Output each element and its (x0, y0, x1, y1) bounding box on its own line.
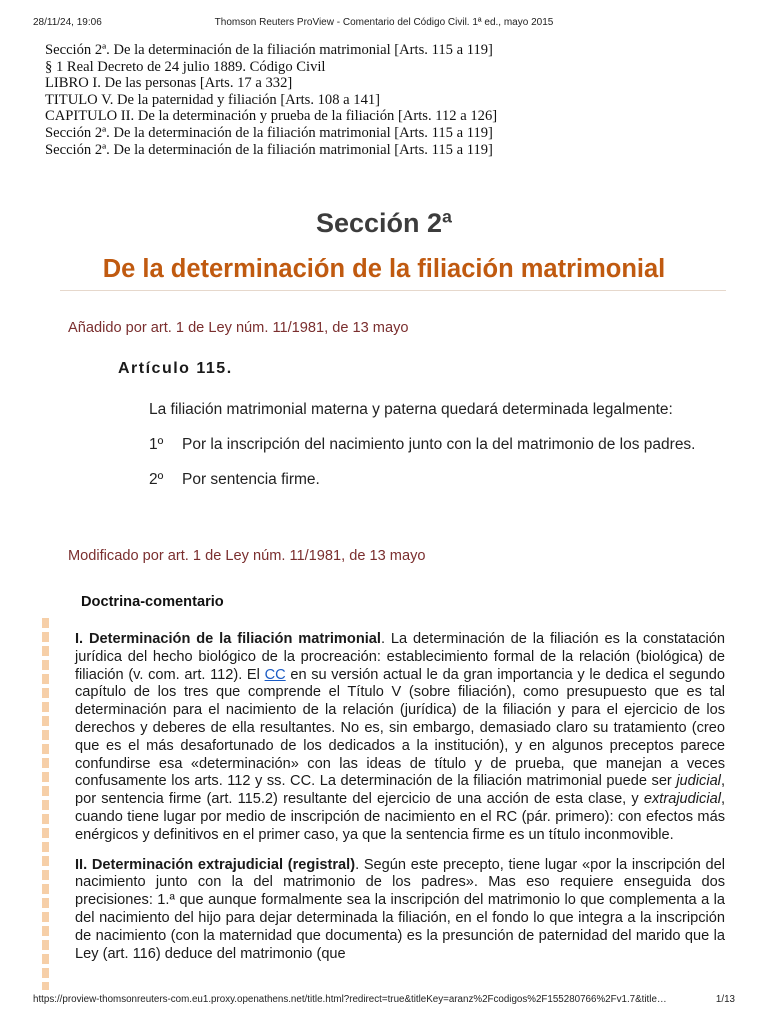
item-number: 2º (149, 471, 164, 488)
article-item (149, 435, 724, 454)
print-header (33, 17, 735, 31)
item-text: Por la inscripción del nacimiento junto con la del matrimonio de los padres. (182, 436, 696, 453)
breadcrumb-item[interactable]: TITULO V. De la paternidad y filiación [Arts. 108 a 141] (45, 91, 381, 108)
paragraph-text: , cuando tiene lugar por medio de inscripción de nacimiento en el RC (pár. primero): con efectos más enérgicos y definitivos en el primer caso, ya que la sentencia firme es un título inconmovible. (75, 791, 725, 843)
paragraph-heading: II. Determinación extrajudicial (registral) (75, 856, 356, 873)
print-datetime: 28/11/24, 19:06 (33, 17, 102, 28)
breadcrumb-item[interactable]: Sección 2ª. De la determinación de la filiación matrimonial [Arts. 115 a 119] (45, 141, 493, 158)
section-number: Sección 2ª (315, 208, 453, 238)
commentary-paragraph (75, 631, 725, 845)
breadcrumb-item[interactable]: LIBRO I. De las personas [Arts. 17 a 332] (45, 75, 293, 92)
paragraph-text: . La determinación de la filiación es la constatación jurídica del hecho biológico de la procreación: establecimiento formal de la relación (biológica) de filiación (v. com. art. 112). El (75, 631, 725, 683)
cc-link[interactable]: CC (264, 666, 286, 683)
article-body (149, 400, 724, 489)
section-title: De la determinación de la filiación matrimonial (102, 255, 666, 283)
added-note: Añadido por art. 1 de Ley núm. 11/1981, de 13 mayo (68, 320, 409, 336)
paragraph-text: , por sentencia firme (art. 115.2) resultante del ejercicio de una acción de esta clase, y (75, 773, 725, 808)
breadcrumb-item[interactable]: § 1 Real Decreto de 24 julio 1889. Código Civil (45, 58, 326, 75)
commentary (75, 631, 725, 963)
breadcrumb-item[interactable]: CAPITULO II. De la determinación y prueba de la filiación [Arts. 112 a 126] (45, 108, 498, 125)
paragraph-text: en su versión actual le da gran importancia y le dedica el segundo capítulo de los tres que comprende el Título V (sobre filiación), como presupuesto que es tal determinación para el nacimiento de la relación (jurídica) de la filiación y para el ejercicio de los derechos y deberes de ella resultantes. No es, sin embargo, demasiado claro su tratamiento (creo que es el más desafortunado de los dedicados a la institución), y en algunos preceptos parece confundirse esa «determinación» con las ideas de título y de prueba, que manejan a veces confusamente los arts. 112 y ss. CC. La determinación de la filiación matrimonial puede ser (75, 666, 726, 790)
article-title: Artículo 115. (118, 360, 233, 377)
item-text: Por sentencia firme. (182, 471, 320, 488)
breadcrumb-item[interactable]: Sección 2ª. De la determinación de la filiación matrimonial [Arts. 115 a 119] (45, 42, 493, 58)
page-number: 1/13 (715, 994, 735, 1005)
breadcrumb (45, 42, 735, 158)
commentary-stripe (42, 618, 49, 990)
print-footer (33, 994, 735, 1008)
divider (60, 290, 726, 291)
breadcrumb-item[interactable]: Sección 2ª. De la determinación de la filiación matrimonial [Arts. 115 a 119] (45, 124, 493, 141)
paragraph-heading: I. Determinación de la filiación matrimonial (75, 631, 381, 647)
article-item (149, 470, 724, 489)
print-url: https://proview-thomsonreuters-com.eu1.proxy.openathens.net/title.html?redirect=true&titleKey=aranz%2Fcodigos%2F155280766%2Fv1.7&title… (33, 994, 667, 1005)
emphasis-text: extrajudicial (643, 791, 721, 808)
article-intro: La filiación matrimonial materna y paterna quedará determinada legalmente: (149, 401, 673, 418)
emphasis-text: judicial (676, 773, 721, 790)
commentary-paragraph (75, 857, 725, 964)
modified-note: Modificado por art. 1 de Ley núm. 11/1981, de 13 mayo (68, 548, 426, 564)
item-number: 1º (149, 436, 164, 453)
print-title: Thomson Reuters ProView - Comentario del Código Civil. 1ª ed., mayo 2015 (214, 17, 554, 28)
paragraph-text: . Según este precepto, tiene lugar «por la inscripción del nacimiento junto con la del matrimonio de los padres». Mas eso requiere enseguida dos precisiones: 1.ª que aunque formalmente sea la inscripción del matrimonio lo que complementa a la del nacimiento del hijo para dejar determinada la filiación, en el fondo lo que integra a la inscripción de nacimiento (con la maternidad que documenta) es la presunción de paternidad del marido que la Ley (art. 116) deduce del matrimonio (que (75, 856, 725, 962)
doctrina-heading: Doctrina-comentario (81, 594, 224, 610)
